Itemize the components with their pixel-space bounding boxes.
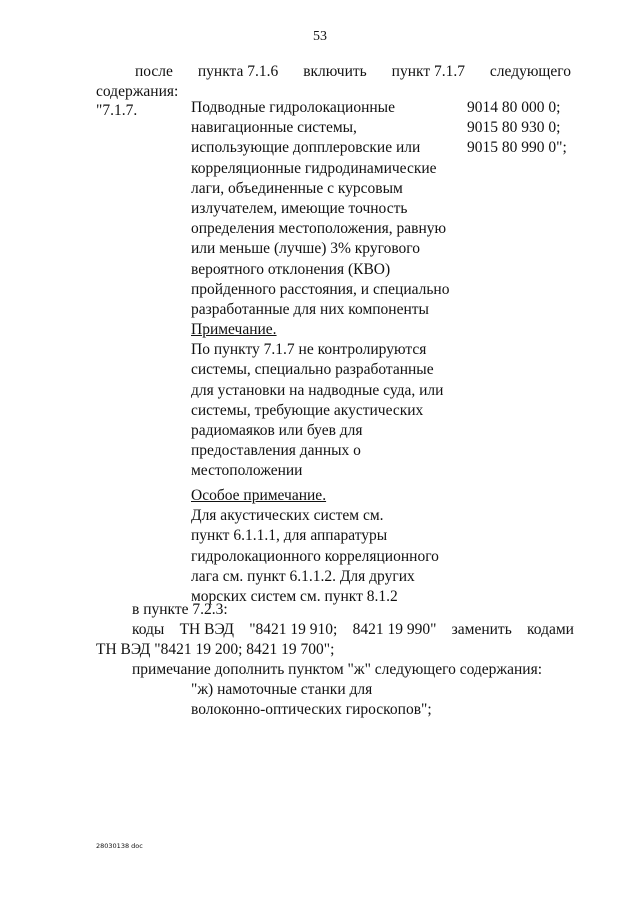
- intro-word: пункт 7.1.7: [391, 63, 465, 80]
- special-note-line: лага см. пункт 6.1.1.2. Для других: [191, 567, 415, 585]
- intro-word: после: [135, 63, 173, 80]
- item-number: "7.1.7.: [96, 102, 138, 119]
- note-line: системы, требующие акустических: [191, 401, 424, 419]
- description-line: разработанные для них компоненты: [191, 300, 429, 318]
- special-note-line: морских систем см. пункт 8.1.2: [191, 587, 398, 605]
- code-entry: 9015 80 990 0";: [467, 139, 567, 157]
- note-line: радиомаяков или буев для: [191, 421, 363, 439]
- description-line: использующие допплеровские или: [191, 139, 421, 157]
- note-block: [191, 320, 443, 482]
- note-line: предоставления данных о: [191, 442, 361, 460]
- special-note-line: гидролокационного корреляционного: [191, 547, 439, 565]
- codes-word: 8421 19 990": [352, 621, 437, 638]
- codes-replace-continuation: ТН ВЭД "8421 19 200; 8421 19 700";: [96, 641, 335, 658]
- description-line: лаги, объединенные с курсовым: [191, 179, 403, 197]
- note-heading: Примечание.: [191, 321, 277, 338]
- special-note-line: пункт 6.1.1.1, для аппаратуры: [191, 527, 388, 545]
- special-note-block: [191, 486, 439, 607]
- amendment-quote: [191, 680, 432, 720]
- code-entry: 9015 80 930 0;: [467, 119, 561, 137]
- description-line: пройденного расстояния, и специально: [191, 280, 450, 298]
- note-line: для установки на надводные суда, или: [191, 381, 444, 399]
- codes-word: коды: [132, 621, 165, 638]
- amendment-heading: в пункте 7.2.3:: [132, 601, 228, 618]
- description-line: Подводные гидролокационные: [191, 99, 395, 116]
- intro-word: следующего: [489, 63, 571, 80]
- quote-line: волоконно-оптических гироскопов";: [191, 701, 432, 719]
- codes-word: "8421 19 910;: [249, 621, 338, 638]
- code-entry: 9014 80 000 0;: [467, 99, 561, 116]
- special-note-heading: Особое примечание.: [191, 487, 327, 504]
- intro-word: включить: [303, 63, 367, 80]
- quote-line: "ж) намоточные станки для: [191, 681, 373, 698]
- page-number: 53: [313, 29, 327, 44]
- intro-line: [135, 62, 571, 81]
- codes-word: ТН ВЭД: [179, 621, 234, 638]
- description-line: определения местоположения, равную: [191, 220, 447, 238]
- description-line: вероятного отклонения (КВО): [191, 260, 391, 278]
- codes-word: кодами: [527, 621, 574, 638]
- description-line: излучателем, имеющие точность: [191, 199, 408, 217]
- amendment-note-line: примечание дополнить пунктом "ж" следующего содержания:: [132, 661, 543, 678]
- codes-word: заменить: [451, 621, 512, 638]
- intro-word: пункта 7.1.6: [197, 63, 279, 80]
- codes-replace-line: [132, 620, 574, 639]
- item-description: [191, 98, 449, 320]
- intro-continuation: содержания:: [96, 83, 179, 100]
- description-line: корреляционные гидродинамические: [191, 159, 437, 177]
- note-line: системы, специально разработанные: [191, 361, 434, 379]
- item-codes: [467, 98, 567, 159]
- description-line: навигационные системы,: [191, 119, 357, 137]
- description-line: или меньше (лучше) 3% кругового: [191, 240, 421, 258]
- special-note-line: Для акустических систем см.: [191, 507, 384, 525]
- file-reference: 28030138 doc: [96, 842, 143, 850]
- note-line: По пункту 7.1.7 не контролируются: [191, 341, 427, 359]
- note-line: местоположении: [191, 462, 303, 480]
